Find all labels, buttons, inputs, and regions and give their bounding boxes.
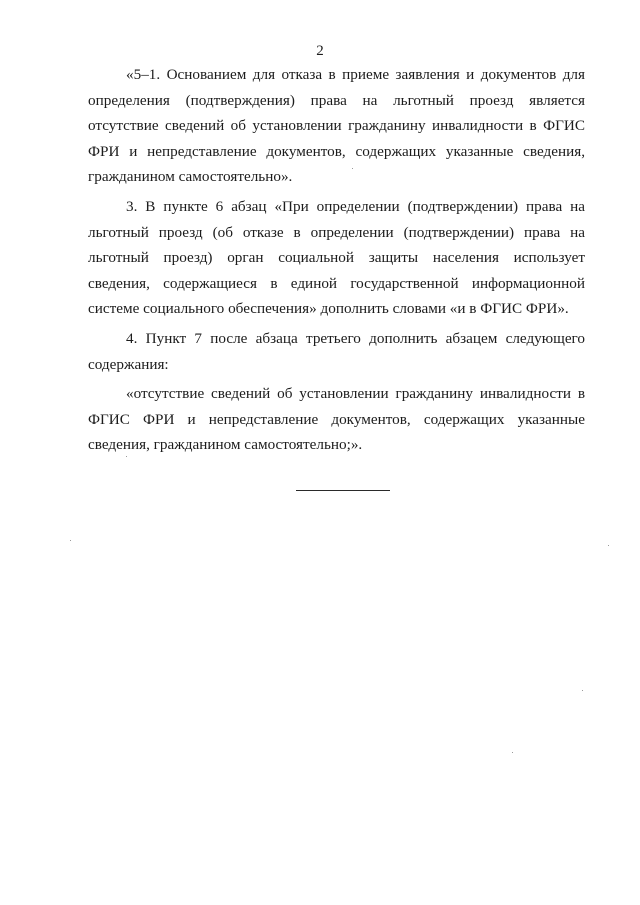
paragraph-item-3: 3. В пункте 6 абзац «При определении (подтверждении) права на льготный проезд (об отказе в определении (подтверждении) права на льготный проезд) орган социальной защиты населения использует сведения, содержащиеся в единой государственной информационной системе социального обеспечения» дополнить словами «и в ФГИС ФРИ». <box>88 197 585 318</box>
scan-speck <box>126 456 127 457</box>
document-body <box>88 62 585 462</box>
page-number: 2 <box>316 43 324 59</box>
scan-speck <box>352 168 353 169</box>
paragraph-quoted-addition: «отсутствие сведений об установлении гражданину инвалидности в ФГИС ФРИ и непредставление документов, содержащих указанные сведения, гражданином самостоятельно;». <box>88 385 585 454</box>
scan-speck <box>512 752 513 753</box>
scan-speck <box>70 540 71 541</box>
scan-speck <box>582 690 583 691</box>
paragraph-grounds-for-refusal: «5–1. Основанием для отказа в приеме заявления и документов для определения (подтверждения) права на льготный проезд является отсутствие сведений об установлении гражданину инвалидности в ФГИС ФРИ и непредставление документов, содержащих указанные сведения, гражданином самостоятельно». <box>88 66 585 186</box>
paragraph-item-4: 4. Пункт 7 после абзаца третьего дополнить абзацем следующего содержания: <box>88 329 585 373</box>
scan-speck <box>608 545 609 546</box>
end-of-text-rule <box>296 490 390 491</box>
